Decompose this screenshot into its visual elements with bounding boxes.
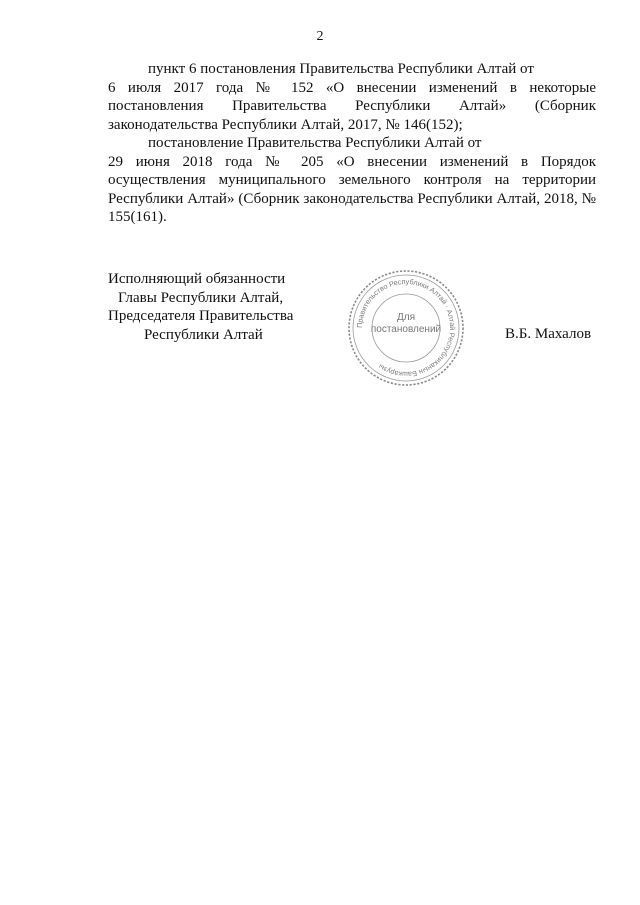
document-body xyxy=(108,60,596,227)
page-number: 2 xyxy=(316,29,324,44)
seal-center-line-1: Для xyxy=(396,312,416,323)
paragraph-1-body: 6 июля 2017 года № 152 «О внесении изменений в некоторые постановления Правительства Республики Алтай» (Сборник законодательства Республики Алтай, 2017, № 146(152); xyxy=(108,79,596,133)
paragraph-2-first-line: постановление Правительства Республики Алтай от xyxy=(148,135,482,151)
signature-title-line-3: Председателя Правительства xyxy=(108,308,294,324)
seal-center-line-2: постановлений xyxy=(370,324,442,335)
official-seal xyxy=(346,268,466,388)
paragraph-1-first-line: пункт 6 постановления Правительства Республики Алтай от xyxy=(148,61,534,77)
signature-title-block xyxy=(108,270,308,344)
seal-center-text xyxy=(346,312,466,336)
signer-name: В.Б. Махалов xyxy=(505,326,592,342)
seal-ring-text: Правительство Республики Алтай · Алтай Республиканын Башкарузы xyxy=(354,276,458,380)
paragraph-2-body: 29 июня 2018 года № 205 «О внесении изменений в Порядок осуществления муниципального земельного контроля на территории Республики Алтай» (Сборник законодательства Республики Алтай, 2018, № 155(161). xyxy=(108,153,596,225)
signature-title-line-4: Республики Алтай xyxy=(144,326,263,343)
signature-title-line-1: Исполняющий обязанности xyxy=(108,271,286,287)
signature-title-line-2: Главы Республики Алтай, xyxy=(118,289,284,306)
